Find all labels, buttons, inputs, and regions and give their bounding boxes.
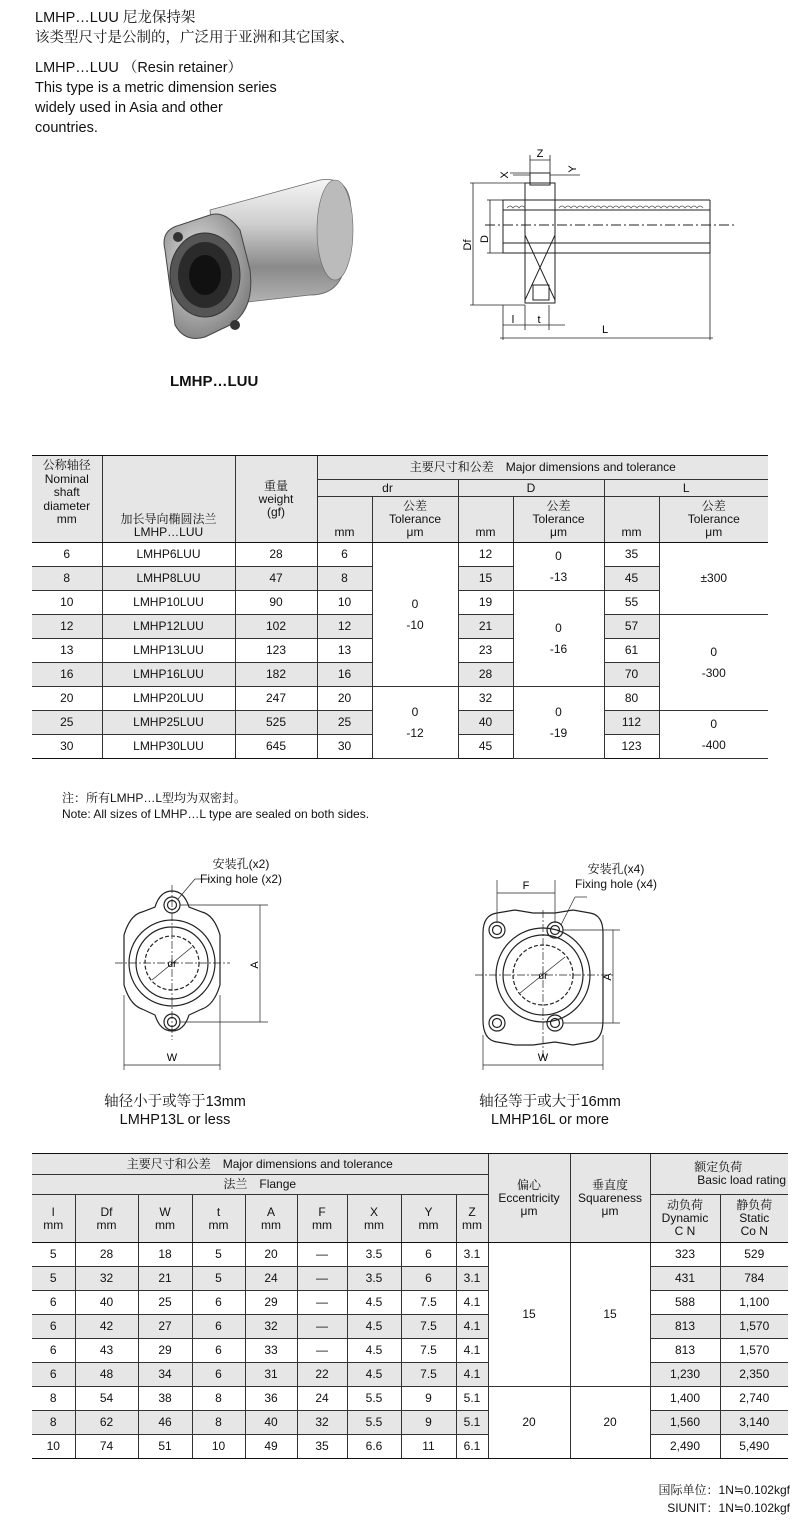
hdr-L-tol: 公差 Tolerance μm — [659, 497, 768, 543]
table-row: 12 LMHP12LUU 102 12 21 57 0 -300 — [32, 615, 768, 639]
table-row: 8 LMHP8LUU 47 8 15 45 — [32, 567, 768, 591]
t2-hdr-sta: 静负荷 Static Co N — [720, 1195, 788, 1243]
t2-hdr-Y: Y mm — [401, 1195, 456, 1243]
label-Z: Z — [536, 148, 544, 160]
sq-a: 15 — [570, 1243, 650, 1387]
hdr-L-mm: mm — [604, 497, 659, 543]
table-row: 5 28 18 5 20 — 3.5 6 3.1 15 15 323 529 — [32, 1243, 788, 1267]
ecc-a: 15 — [488, 1243, 570, 1387]
table-row: 13 LMHP13LUU 123 13 23 61 — [32, 639, 768, 663]
hdr-dr: dr — [317, 480, 458, 497]
unit-conversion — [659, 1481, 790, 1517]
t2-hdr-dyn: 动负荷 Dynamic C N — [650, 1195, 720, 1243]
t2-hdr-flange: 法兰 Flange — [32, 1175, 488, 1195]
dim-dr-left: dr — [167, 959, 177, 970]
flange-right-hole-label: 安装孔(x4) Fixing hole (x4) — [575, 862, 658, 891]
hdr-dr-tol: 公差 Tolerance μm — [372, 497, 458, 543]
hdr-L: L — [604, 480, 768, 497]
intro-desc-en-3: countries. — [35, 120, 98, 136]
intro-desc-en-1: This type is a metric dimension series — [35, 80, 277, 96]
dim-A-left: A — [249, 961, 261, 969]
hdr-D-mm: mm — [458, 497, 513, 543]
t2-hdr-t: t mm — [192, 1195, 245, 1243]
hdr-D: D — [458, 480, 604, 497]
table-row: 25 LMHP25LUU 525 25 40 112 0 -400 — [32, 711, 768, 735]
label-L: L — [601, 324, 609, 336]
hdr-weight: 重量 weight (gf) — [235, 456, 317, 543]
label-D: D — [479, 235, 491, 243]
L-tol-c: 0 -400 — [659, 711, 768, 759]
flange-drawing-large — [475, 875, 650, 1075]
D-tol-a: 0 -13 — [513, 543, 604, 591]
note-en: Note: All sizes of LMHP…L type are sealed on both sides. — [62, 807, 370, 821]
t2-hdr-W: W mm — [138, 1195, 192, 1243]
flange-left-caption: 轴径小于或等于13mm LMHP13L or less — [104, 1094, 246, 1128]
label-t: t — [537, 314, 541, 326]
table-row: 6 42 27 6 32 — 4.5 7.5 4.1 813 1,570 — [32, 1315, 788, 1339]
label-l: l — [511, 314, 515, 326]
intro-title-en: LMHP…LUU （Resin retainer） — [35, 60, 243, 76]
table-row: 20 LMHP20LUU 247 20 0 -12 32 0 -19 80 — [32, 687, 768, 711]
t2-hdr-Z: Z mm — [456, 1195, 488, 1243]
unit-line-cn: 国际单位：1N≒0.102kgf — [658, 1483, 790, 1497]
t2-hdr-sq: 垂直度 Squareness μm — [570, 1154, 650, 1243]
L-tol-a: ±300 — [659, 543, 768, 615]
dr-tol-b: 0 -12 — [372, 687, 458, 759]
table-row: 6 48 34 6 31 22 4.5 7.5 4.1 1,230 2,350 — [32, 1363, 788, 1387]
t2-hdr-major: 主要尺寸和公差 Major dimensions and tolerance — [32, 1154, 488, 1175]
intro-title-cn: LMHP…LUU 尼龙保持架 — [35, 10, 196, 26]
dim-W-left: W — [166, 1052, 178, 1064]
hdr-D-tol: 公差 Tolerance μm — [513, 497, 604, 543]
label-X: X — [499, 171, 511, 179]
sq-b: 20 — [570, 1387, 650, 1459]
table-row: 8 54 38 8 36 24 5.5 9 5.1 20 20 1,400 2,740 — [32, 1387, 788, 1411]
dim-A-right: A — [602, 973, 614, 981]
t2-hdr-F: F mm — [297, 1195, 347, 1243]
product-caption: LMHP…LUU — [170, 373, 259, 390]
flange-right-caption: 轴径等于或大于16mm LMHP16L or more — [479, 1094, 621, 1128]
table-row: 5 32 21 5 24 — 3.5 6 3.1 431 784 — [32, 1267, 788, 1291]
table-row: 8 62 46 8 40 32 5.5 9 5.1 1,560 3,140 — [32, 1411, 788, 1435]
hdr-dr-mm: mm — [317, 497, 372, 543]
table-row: 6 40 25 6 29 — 4.5 7.5 4.1 588 1,100 — [32, 1291, 788, 1315]
table-row: 6 43 29 6 33 — 4.5 7.5 4.1 813 1,570 — [32, 1339, 788, 1363]
ecc-b: 20 — [488, 1387, 570, 1459]
intro-desc-cn: 该类型尺寸是公制的，广泛用于亚洲和其它国家、 — [35, 30, 354, 46]
dim-dr-right: dr — [538, 971, 548, 982]
t2-hdr-A: A mm — [245, 1195, 297, 1243]
flange-drawing-small — [110, 855, 283, 1075]
dimensions-table-2 — [32, 1153, 788, 1459]
dim-W-right: W — [537, 1052, 549, 1064]
note — [62, 790, 369, 822]
t2-hdr-l: l mm — [32, 1195, 75, 1243]
unit-line-en: SIUNIT：1N≒0.102kgf — [667, 1501, 790, 1515]
t2-hdr-load: 额定负荷 Basic load rating — [650, 1154, 788, 1195]
product-photo — [150, 175, 360, 350]
note-cn: 注：所有LMHP…L型均为双密封。 — [62, 791, 247, 805]
label-Y: Y — [567, 165, 579, 173]
dr-tol-a: 0 -10 — [372, 543, 458, 687]
dim-F-right: F — [522, 880, 530, 892]
D-tol-c: 0 -19 — [513, 687, 604, 759]
hdr-part: 加长导向椭圆法兰 LMHP…LUU — [102, 456, 235, 543]
t2-hdr-Df: Df mm — [75, 1195, 138, 1243]
D-tol-b: 0 -16 — [513, 591, 604, 687]
intro-desc-en-2: widely used in Asia and other — [35, 100, 223, 116]
dimensions-table-1 — [32, 455, 768, 759]
hdr-shaft: 公称轴径 Nominal shaft diameter mm — [32, 456, 102, 543]
table-row: 16 LMHP16LUU 182 16 28 70 — [32, 663, 768, 687]
table-row: 10 LMHP10LUU 90 10 19 0 -16 55 — [32, 591, 768, 615]
hdr-major: 主要尺寸和公差 Major dimensions and tolerance — [317, 456, 768, 480]
flange-left-hole-label: 安装孔(x2) Fixing hole (x2) — [200, 857, 283, 886]
table-row: 6 LMHP6LUU 28 6 0 -10 12 0 -13 35 ±300 — [32, 543, 768, 567]
intro-text — [35, 8, 354, 138]
table-row: 10 74 51 10 49 35 6.6 11 6.1 2,490 5,490 — [32, 1435, 788, 1459]
table-row: 30 LMHP30LUU 645 30 45 123 — [32, 735, 768, 759]
label-Df: Df — [462, 239, 474, 251]
L-tol-b: 0 -300 — [659, 615, 768, 711]
t2-hdr-X: X mm — [347, 1195, 401, 1243]
t2-hdr-ecc: 偏心 Eccentricity μm — [488, 1154, 570, 1243]
side-section-drawing — [455, 145, 745, 350]
